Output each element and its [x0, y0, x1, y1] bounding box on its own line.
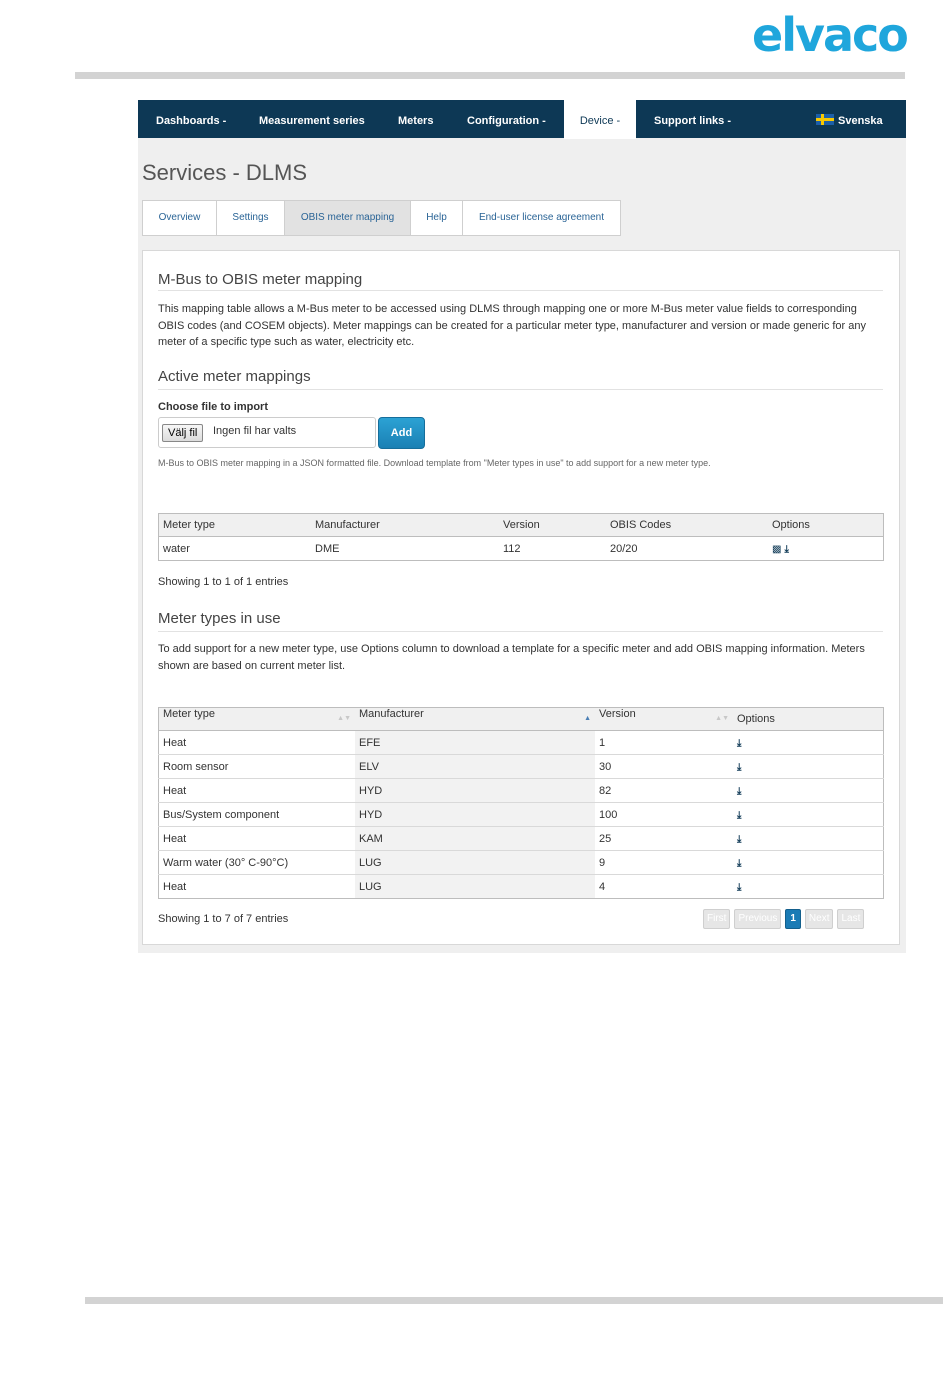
cell-meter-type: Heat: [159, 779, 356, 803]
nav-device[interactable]: Device -: [564, 100, 636, 139]
cell-manufacturer: HYD: [355, 779, 595, 803]
nav-dashboards[interactable]: Dashboards -: [156, 115, 227, 127]
table-row: [159, 803, 884, 827]
sort-ascending-icon: ▲: [584, 715, 591, 722]
cell-options: [733, 851, 884, 875]
nav-measurement-series[interactable]: Measurement series: [259, 115, 365, 127]
divider: [158, 290, 883, 291]
cell-options: [733, 827, 884, 851]
trash-icon[interactable]: ▩: [772, 543, 782, 555]
tab-settings[interactable]: Settings: [217, 201, 285, 235]
cell-meter-type: Warm water (30° C-90°C): [159, 851, 356, 875]
nav-configuration[interactable]: Configuration -: [467, 115, 546, 127]
download-icon[interactable]: ⤓: [737, 857, 742, 869]
tab-bar: [142, 200, 621, 236]
cell-version: 82: [595, 779, 733, 803]
active-mappings-heading: Active meter mappings: [158, 368, 311, 385]
meter-types-info: Showing 1 to 7 of 7 entries: [158, 913, 289, 925]
pager-previous-button[interactable]: Previous: [734, 909, 781, 929]
column-header-label: Version: [599, 708, 636, 720]
column-header-version[interactable]: Version: [499, 514, 606, 537]
elvaco-logo: elvaco: [752, 8, 907, 62]
cell-manufacturer: KAM: [355, 827, 595, 851]
column-header-options: Options: [733, 708, 884, 731]
cell-obis-codes: 20/20: [606, 537, 768, 561]
cell-manufacturer: HYD: [355, 803, 595, 827]
table-row: [159, 731, 884, 755]
pager-last-button[interactable]: Last: [837, 909, 864, 929]
download-icon[interactable]: ⤓: [737, 833, 742, 845]
cell-version: 9: [595, 851, 733, 875]
swedish-flag-icon: [816, 114, 834, 125]
column-header-meter-type[interactable]: [159, 708, 356, 731]
table-row: [159, 537, 884, 561]
cell-options: [733, 803, 884, 827]
column-header-label: Manufacturer: [359, 708, 424, 720]
cell-version: 25: [595, 827, 733, 851]
mapping-description: This mapping table allows a M-Bus meter to be accessed using DLMS through mapping one or more M-Bus meter value fields to corresponding OBIS codes (and COSEM objects). Meter mappings can be created for a particular meter type, manufacturer and version or made generic for any meter of a specific type such as water, electricity etc.: [158, 303, 867, 348]
nav-meters[interactable]: Meters: [398, 115, 434, 127]
table-row: [159, 755, 884, 779]
cell-meter-type: Bus/System component: [159, 803, 356, 827]
active-mappings-info: Showing 1 to 1 of 1 entries: [158, 576, 289, 588]
download-icon[interactable]: ⤓: [737, 761, 742, 773]
cell-manufacturer: ELV: [355, 755, 595, 779]
cell-meter-type: Room sensor: [159, 755, 356, 779]
cell-options: [768, 537, 884, 561]
pager-next-button[interactable]: Next: [805, 909, 834, 929]
file-input[interactable]: [158, 417, 376, 448]
column-header-version[interactable]: [595, 708, 733, 731]
cell-options: [733, 875, 884, 899]
language-label: Svenska: [838, 115, 883, 127]
download-icon[interactable]: ⤓: [784, 543, 789, 555]
column-header-meter-type[interactable]: Meter type: [159, 514, 312, 537]
cell-manufacturer: LUG: [355, 875, 595, 899]
cell-manufacturer: LUG: [355, 851, 595, 875]
table-row: [159, 851, 884, 875]
active-mappings-table: [158, 513, 884, 561]
content-panel: [142, 250, 900, 945]
download-icon[interactable]: ⤓: [737, 809, 742, 821]
cell-version: 4: [595, 875, 733, 899]
tab-help[interactable]: Help: [411, 201, 463, 235]
sort-icon: ▲▼: [715, 715, 729, 722]
nav-language[interactable]: [816, 100, 883, 138]
table-row: [159, 875, 884, 899]
meter-types-table: [158, 707, 884, 899]
table-row: [159, 779, 884, 803]
cell-manufacturer: EFE: [355, 731, 595, 755]
cell-version: 100: [595, 803, 733, 827]
tab-overview[interactable]: Overview: [143, 201, 217, 235]
import-label: Choose file to import: [158, 401, 268, 413]
cell-version: 1: [595, 731, 733, 755]
pagination: [703, 909, 864, 929]
column-header-manufacturer[interactable]: [355, 708, 595, 731]
types-in-use-description: To add support for a new meter type, use Options column to download a template for a specific meter and add OBIS mapping information. Meters shown are based on current meter list.: [158, 643, 865, 672]
page-title: Services - DLMS: [142, 160, 308, 185]
types-in-use-heading: Meter types in use: [158, 610, 281, 627]
cell-meter-type: Heat: [159, 875, 356, 899]
header-divider: [75, 72, 905, 79]
download-icon[interactable]: ⤓: [737, 737, 742, 749]
tab-eula[interactable]: End-user license agreement: [478, 212, 605, 223]
cell-meter-type: Heat: [159, 731, 356, 755]
nav-support-links[interactable]: Support links -: [654, 115, 731, 127]
cell-version: 112: [499, 537, 606, 561]
file-status: Ingen fil har valts: [213, 425, 297, 437]
cell-options: [733, 779, 884, 803]
import-help-text: M-Bus to OBIS meter mapping in a JSON formatted file. Download template from "Meter types in use" to add support for a new meter type.: [158, 458, 711, 468]
download-icon[interactable]: ⤓: [737, 785, 742, 797]
cell-meter-type: Heat: [159, 827, 356, 851]
tab-obis-meter-mapping[interactable]: OBIS meter mapping: [285, 201, 411, 235]
column-header-options: Options: [768, 514, 884, 537]
app-window: [138, 100, 906, 953]
column-header-manufacturer[interactable]: Manufacturer: [311, 514, 499, 537]
mapping-heading: M-Bus to OBIS meter mapping: [158, 271, 363, 288]
sort-icon: ▲▼: [337, 715, 351, 722]
add-button[interactable]: Add: [378, 417, 425, 449]
cell-meter-type: water: [159, 537, 312, 561]
pager-first-button[interactable]: First: [703, 909, 730, 929]
column-header-obis-codes[interactable]: OBIS Codes: [606, 514, 768, 537]
cell-version: 30: [595, 755, 733, 779]
table-row: [159, 827, 884, 851]
divider: [158, 631, 883, 632]
main-navbar: [138, 100, 906, 138]
divider: [158, 389, 883, 390]
cell-options: [733, 755, 884, 779]
cell-options: [733, 731, 884, 755]
download-icon[interactable]: ⤓: [737, 881, 742, 893]
pager-page-1-button[interactable]: 1: [785, 909, 801, 929]
cell-manufacturer: DME: [311, 537, 499, 561]
footer-divider: [85, 1297, 943, 1304]
column-header-label: Meter type: [163, 708, 215, 720]
choose-file-button[interactable]: Välj fil: [162, 424, 203, 442]
